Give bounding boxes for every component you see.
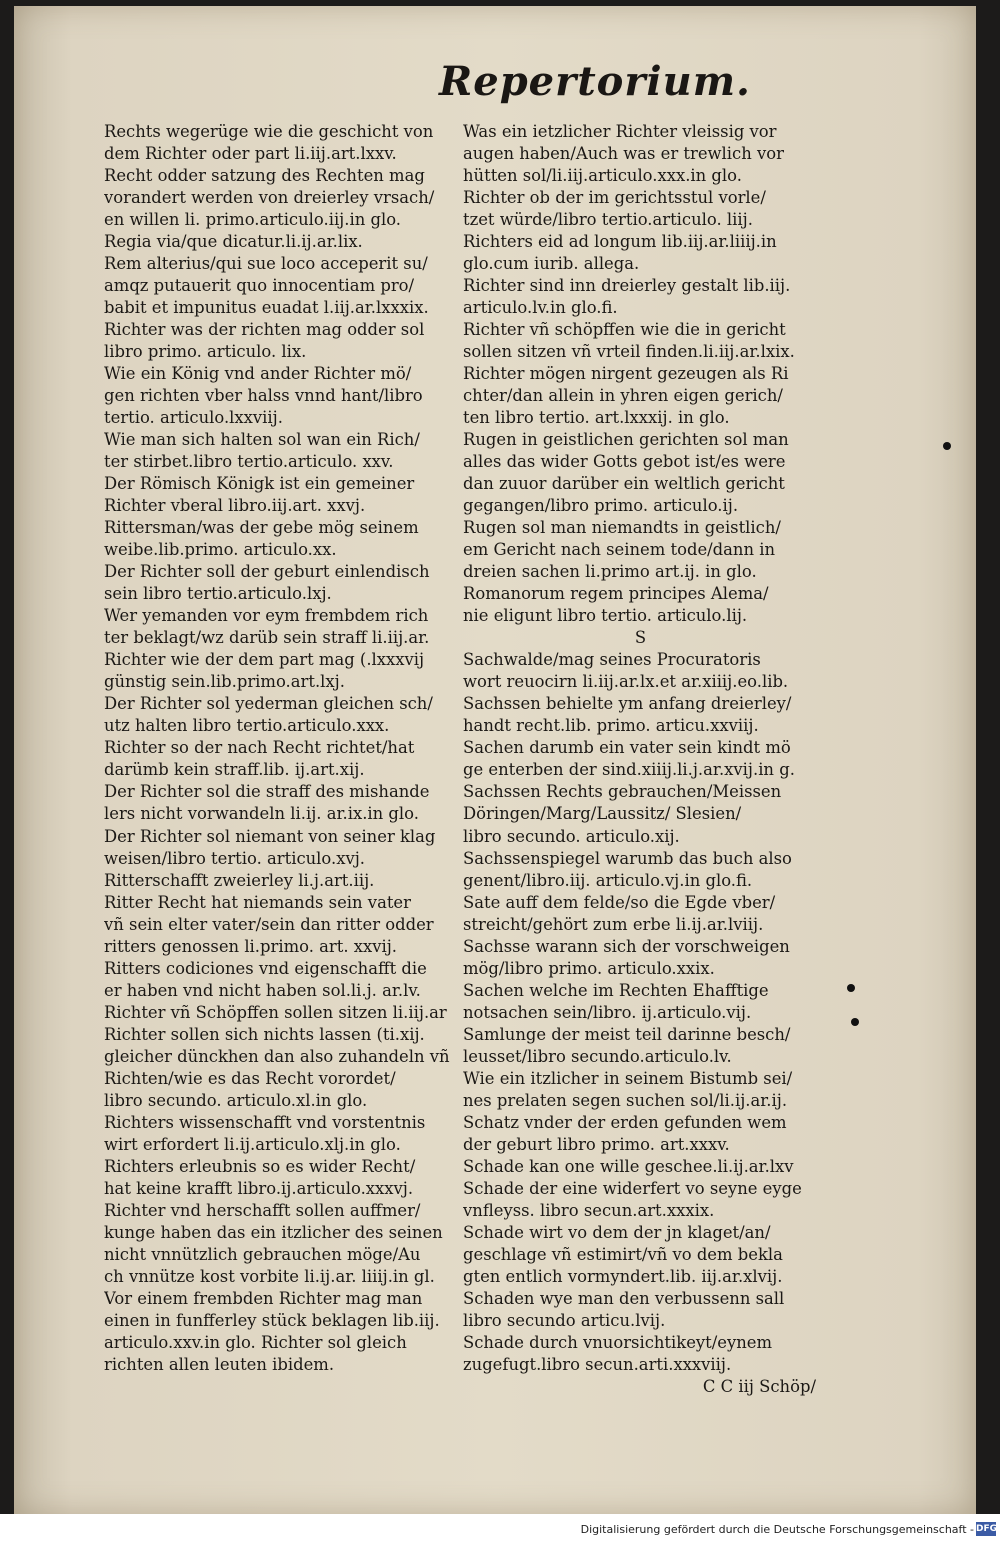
index-entry-line: dreien sachen li.primo art.ij. in glo. — [463, 562, 757, 582]
index-entry-line: Rugen sol man niemandts in geistlich/ — [463, 518, 781, 538]
index-entry-line: hat keine krafft libro.ij.articulo.xxxvj. — [104, 1178, 414, 1198]
index-entry-line: Samlunge der meist teil darinne besch/ — [463, 1024, 791, 1044]
index-entry-line: Richten/wie es das Recht vorordet/ — [104, 1068, 396, 1088]
index-entry-line: sollen sitzen vñ vrteil finden.li.iij.ar.lxix. — [463, 342, 795, 362]
index-entry-line: Richter was der richten mag odder sol — [104, 320, 425, 340]
index-entry-line: Ritters codiciones vnd eigenschafft die — [104, 958, 427, 978]
index-entry-line: hütten sol/li.iij.articulo.xxx.in glo. — [463, 166, 742, 186]
index-entry-line: Wie man sich halten sol wan ein Rich/ — [104, 430, 420, 450]
index-entry-line: er haben vnd nicht haben sol.li.j. ar.lv. — [104, 980, 421, 1000]
index-entry-line: Der Richter sol yederman gleichen sch/ — [104, 694, 433, 714]
index-entry-line: Sachssen behielte ym anfang dreierley/ — [463, 694, 792, 714]
index-entry-line: Schade durch vnuorsichtikeyt/eynem — [463, 1332, 773, 1352]
index-entry-line: Schade wirt vo dem der jn klaget/an/ — [463, 1222, 771, 1242]
index-entry-line: wort reuocirn li.iij.ar.lx.et ar.xiiij.eo.lib. — [463, 672, 789, 692]
index-entry-line: Schatz vnder der erden gefunden wem — [463, 1112, 787, 1132]
index-entry-line: Vor einem frembden Richter mag man — [104, 1288, 423, 1308]
left-column — [104, 121, 454, 1376]
index-entry-line: Richters wissenschafft vnd vorstentnis — [104, 1112, 426, 1132]
index-entry-line: Richter sind inn dreierley gestalt lib.iij. — [463, 276, 791, 296]
index-entry-line: Schade kan one wille geschee.li.ij.ar.lxv — [463, 1156, 794, 1176]
index-entry-line: Ritterschafft zweierley li.j.art.iij. — [104, 870, 375, 890]
index-entry-line: Der Richter soll der geburt einlendisch — [104, 562, 430, 582]
index-entry-line: nicht vnnützlich gebrauchen möge/Au — [104, 1244, 421, 1264]
index-entry-line: Rugen in geistlichen gerichten sol man — [463, 430, 789, 450]
index-entry-line: Wer yemanden vor eym frembdem rich — [104, 606, 429, 626]
index-entry-line: Schaden wye man den verbussenn sall — [463, 1288, 785, 1308]
index-entry-line: Sachsse warann sich der vorschweigen — [463, 936, 790, 956]
index-entry-line: Sachen darumb ein vater sein kindt mö — [463, 738, 791, 758]
index-entry-line: streicht/gehört zum erbe li.ij.ar.lviij. — [463, 914, 764, 934]
index-entry-line: Rittersman/was der gebe mög seinem — [104, 518, 419, 538]
page-title: Repertorium. — [439, 58, 751, 105]
index-entry-line: notsachen sein/libro. ij.articulo.vij. — [463, 1002, 752, 1022]
index-entry-line: Richter wie der dem part mag (.lxxxvij — [104, 650, 425, 670]
right-column-lines — [463, 121, 818, 1376]
index-entry-line: libro primo. articulo. lix. — [104, 342, 307, 362]
index-entry-line: tertio. articulo.lxxviij. — [104, 408, 283, 428]
index-entry-line: richten allen leuten ibidem. — [104, 1354, 335, 1374]
index-entry-line: mög/libro primo. articulo.xxix. — [463, 958, 715, 978]
index-entry-line: chter/dan allein in yhren eigen gerich/ — [463, 386, 783, 406]
index-entry-line: ter stirbet.libro tertio.articulo. xxv. — [104, 452, 394, 472]
index-entry-line: nes prelaten segen suchen sol/li.ij.ar.ij. — [463, 1090, 788, 1110]
index-entry-line: em Gericht nach seinem tode/dann in — [463, 540, 776, 560]
index-entry-line: Richters erleubnis so es wider Recht/ — [104, 1156, 416, 1176]
index-entry-line: ch vnnütze kost vorbite li.ij.ar. liiij.in gl. — [104, 1266, 435, 1286]
index-entry-line: geschlage vñ estimirt/vñ vo dem bekla — [463, 1244, 783, 1264]
ink-dot — [943, 442, 951, 450]
footer-bar — [0, 1514, 1000, 1549]
signature-mark: C C iij Schöp/ — [702, 1376, 816, 1396]
index-entry-line: Regia via/que dicatur.li.ij.ar.lix. — [104, 232, 363, 252]
index-entry-line: Richter vñ Schöpffen sollen sitzen li.iij.ar — [104, 1002, 447, 1022]
index-entry-line: Richter vberal libro.iij.art. xxvj. — [104, 496, 366, 516]
right-column — [463, 121, 818, 1398]
index-entry-line: Sachssen Rechts gebrauchen/Meissen — [463, 782, 782, 802]
index-entry-line: lers nicht vorwandeln li.ij. ar.ix.in glo. — [104, 804, 419, 824]
index-entry-line: utz halten libro tertio.articulo.xxx. — [104, 716, 390, 736]
index-entry-line: zugefugt.libro secun.arti.xxxviij. — [463, 1354, 732, 1374]
index-entry-line: vnfleyss. libro secun.art.xxxix. — [463, 1200, 715, 1220]
index-entry-line: Richter ob der im gerichtsstul vorle/ — [463, 188, 766, 208]
index-entry-line: articulo.xxv.in glo. Richter sol gleich — [104, 1332, 407, 1352]
index-entry-line: gten entlich vormyndert.lib. iij.ar.xlvij. — [463, 1266, 783, 1286]
index-entry-line: tzet würde/libro tertio.articulo. liij. — [463, 210, 753, 230]
index-entry-line: Sachssenspiegel warumb das buch also — [463, 848, 792, 868]
index-entry-line: genent/libro.iij. articulo.vj.in glo.fi. — [463, 870, 753, 890]
index-entry-line: Richter mögen nirgent gezeugen als Ri — [463, 364, 789, 384]
index-entry-line: Romanorum regem principes Alema/ — [463, 584, 769, 604]
index-entry-line: vñ sein elter vater/sein dan ritter odder — [104, 914, 434, 934]
index-entry-line: Döringen/Marg/Laussitz/ Slesien/ — [463, 804, 742, 824]
ink-dot — [847, 984, 855, 992]
index-entry-line: augen haben/Auch was er trewlich vor — [463, 144, 784, 164]
index-entry-line: libro secundo articu.lvij. — [463, 1310, 666, 1330]
index-entry-line: Richter sollen sich nichts lassen (ti.xij. — [104, 1024, 425, 1044]
index-entry-line: dem Richter oder part li.iij.art.lxxv. — [104, 144, 397, 164]
dfg-logo: DFG — [976, 1524, 998, 1534]
section-letter: S — [634, 628, 647, 648]
index-entry-line: Sate auff dem felde/so die Egde vber/ — [463, 892, 776, 912]
index-entry-line: gen richten vber halss vnnd hant/libro — [104, 386, 423, 406]
index-entry-line: alles das wider Gotts gebot ist/es were — [463, 452, 786, 472]
index-entry-line: leusset/libro secundo.articulo.lv. — [463, 1046, 732, 1066]
index-entry-line: Der Richter sol niemant von seiner klag — [104, 826, 436, 846]
index-entry-line: Schade der eine widerfert vo seyne eyge — [463, 1178, 802, 1198]
index-entry-line: Richters eid ad longum lib.iij.ar.liiij.in — [463, 232, 777, 252]
index-entry-line: glo.cum iurib. allega. — [463, 254, 640, 274]
index-entry-line: darümb kein straff.lib. ij.art.xij. — [104, 760, 365, 780]
index-entry-line: nie eligunt libro tertio. articulo.lij. — [463, 606, 748, 626]
index-entry-line: libro secundo. articulo.xij. — [463, 826, 680, 846]
index-entry-line: ge enterben der sind.xiiij.li.j.ar.xvij.in g. — [463, 760, 795, 780]
index-entry-line: kunge haben das ein itzlicher des seinen — [104, 1222, 443, 1242]
index-entry-line: sein libro tertio.articulo.lxj. — [104, 584, 332, 604]
index-entry-line: amqz putauerit quo innocentiam pro/ — [104, 276, 415, 296]
index-entry-line: ter beklagt/wz darüb sein straff li.iij.ar. — [104, 628, 430, 648]
index-entry-line: Der Römisch Königk ist ein gemeiner — [104, 474, 415, 494]
index-entry-line: dan zuuor darüber ein weltlich gericht — [463, 474, 785, 494]
index-entry-line: Richter vñ schöpffen wie die in gericht — [463, 320, 786, 340]
ink-dot — [851, 1018, 859, 1026]
index-entry-line: weisen/libro tertio. articulo.xvj. — [104, 848, 366, 868]
footer-text: Digitalisierung gefördert durch die Deutsche Forschungsgemeinschaft - — [580, 1523, 974, 1536]
index-entry-line: Was ein ietzlicher Richter vleissig vor — [463, 122, 777, 141]
index-entry-line: gleicher dünckhen dan also zuhandeln vñ — [104, 1046, 450, 1066]
index-entry-line: Ritter Recht hat niemands sein vater — [104, 892, 411, 912]
index-entry-line: Der Richter sol die straff des mishande — [104, 782, 430, 802]
index-entry-line: articulo.lv.in glo.fi. — [463, 298, 618, 318]
index-entry-line: wirt erfordert li.ij.articulo.xlj.in glo. — [104, 1134, 401, 1154]
index-entry-line: handt recht.lib. primo. articu.xxviij. — [463, 716, 759, 736]
index-entry-line: Recht odder satzung des Rechten mag — [104, 166, 425, 186]
index-entry-line: gegangen/libro primo. articulo.ij. — [463, 496, 739, 516]
book-page — [14, 6, 976, 1514]
index-entry-line: günstig sein.lib.primo.art.lxj. — [104, 672, 345, 692]
index-entry-line: en willen li. primo.articulo.iij.in glo. — [104, 210, 402, 230]
index-entry-line: einen in funfferley stück beklagen lib.iij. — [104, 1310, 440, 1330]
index-entry-line: vorandert werden von dreierley vrsach/ — [104, 188, 435, 208]
index-entry-line: Wie ein König vnd ander Richter mö/ — [104, 364, 412, 384]
index-entry-line: Richter vnd herschafft sollen auffmer/ — [104, 1200, 421, 1220]
index-entry-line: Richter so der nach Recht richtet/hat — [104, 738, 415, 758]
index-entry-line: Rem alterius/qui sue loco acceperit su/ — [104, 254, 428, 274]
index-entry-line: Sachen welche im Rechten Ehafftige — [463, 980, 769, 1000]
index-entry-line: Rechts wegerüge wie die geschicht von — [104, 122, 434, 141]
index-entry-line: Sachwalde/mag seines Procuratoris — [463, 650, 761, 670]
index-entry-line: libro secundo. articulo.xl.in glo. — [104, 1090, 368, 1110]
index-entry-line: weibe.lib.primo. articulo.xx. — [104, 540, 337, 560]
index-entry-line: ritters genossen li.primo. art. xxvij. — [104, 936, 398, 956]
index-entry-line: ten libro tertio. art.lxxxij. in glo. — [463, 408, 730, 428]
index-entry-line: babit et impunitus euadat l.iij.ar.lxxxix. — [104, 298, 429, 318]
index-entry-line: der geburt libro primo. art.xxxv. — [463, 1134, 730, 1154]
index-entry-line: Wie ein itzlicher in seinem Bistumb sei/ — [463, 1068, 793, 1088]
